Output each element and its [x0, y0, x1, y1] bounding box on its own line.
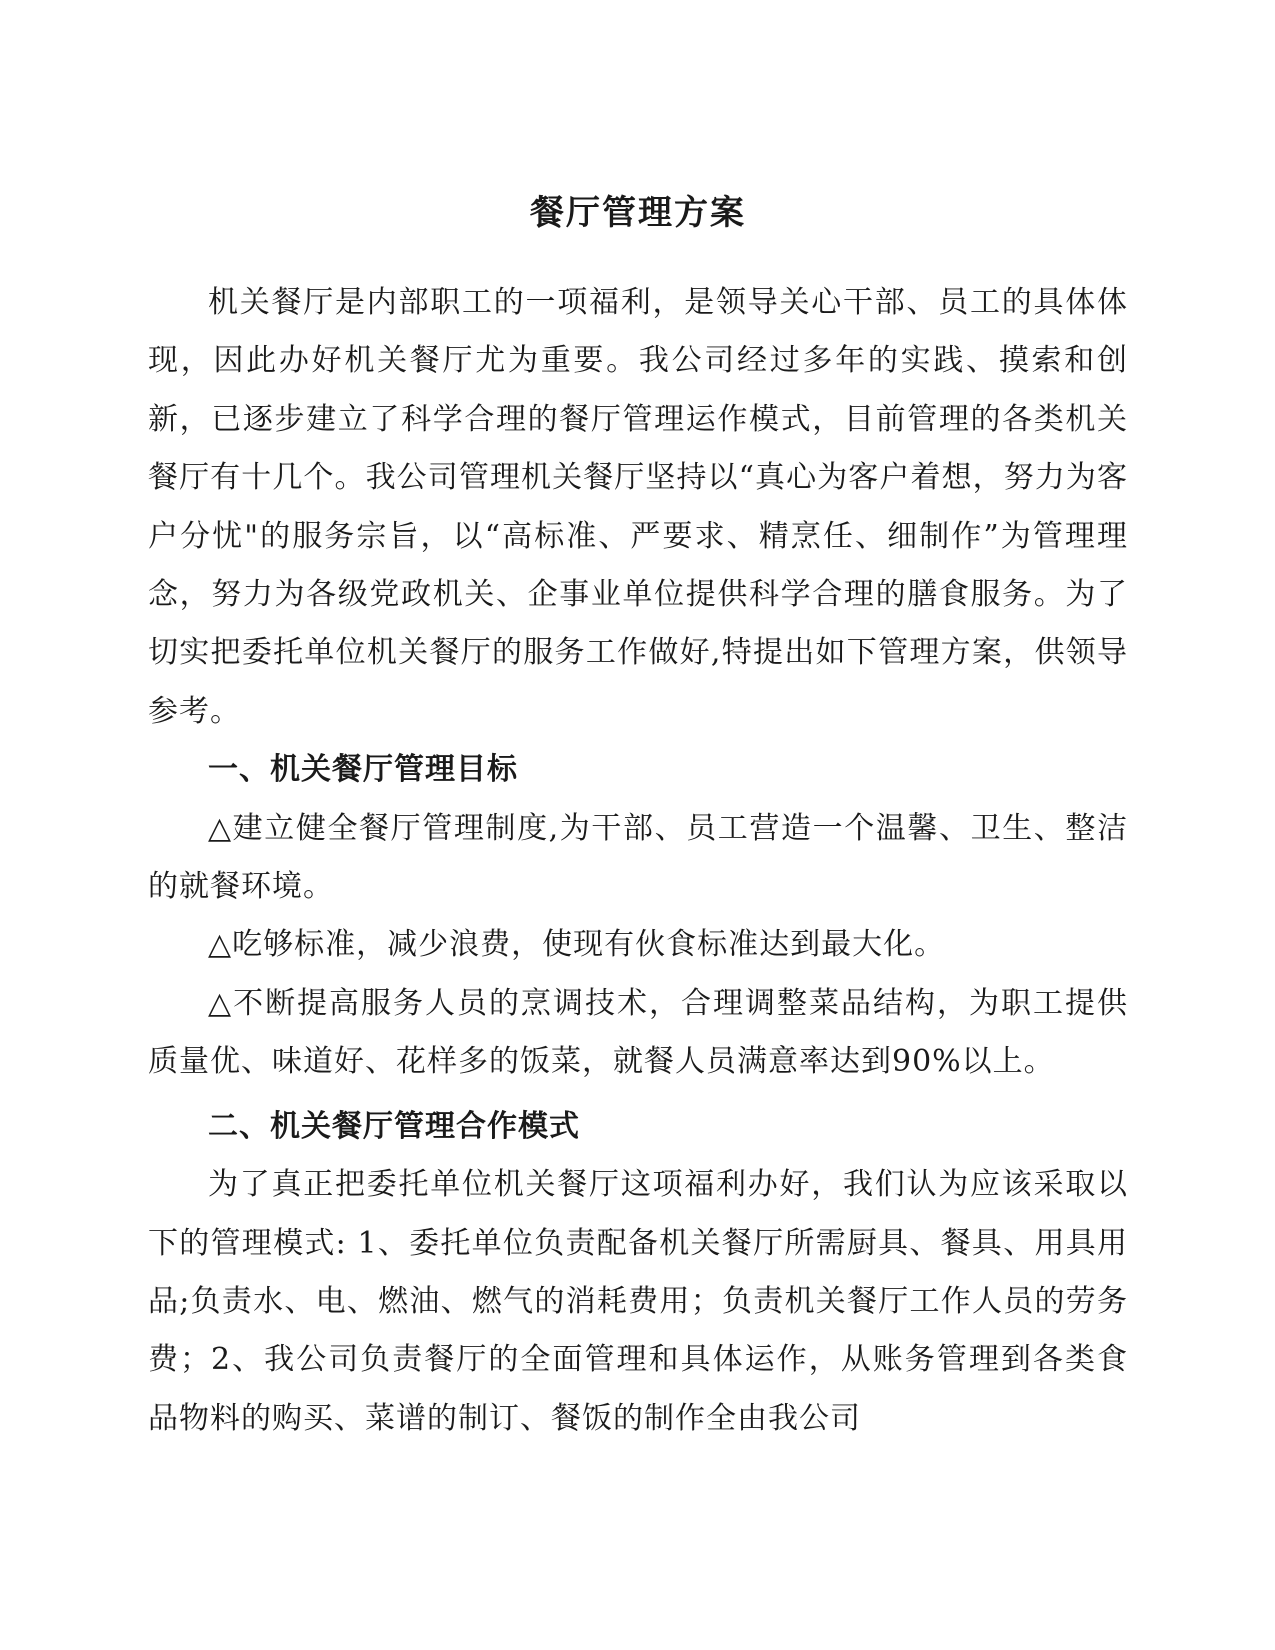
cooperation-paragraph: 为了真正把委托单位机关餐厅这项福利办好，我们认为应该采取以下的管理模式: 1、委托单位负责配备机关餐厅所需厨具、餐具、用具用品;负责水、电、燃油、燃气的消耗费用；负责机关餐厅工作人员的劳务费；2、我公司负责餐厅的全面管理和具体运作，从账务管理到各类食品物料的购买、菜谱的制订、餐饭的制作全由我公司: [148, 1167, 1128, 1436]
document-title: 餐厅管理方案: [530, 193, 746, 233]
intro-paragraph: 机关餐厅是内部职工的一项福利，是领导关心干部、员工的具体体现，因此办好机关餐厅尤为重要。我公司经过多年的实践、摸索和创新，已逐步建立了科学合理的餐厅管理运作模式，目前管理的各类机关餐厅有十几个。我公司管理机关餐厅坚持以“真心为客户着想，努力为客户分忧"的服务宗旨，以“高标准、严要求、精烹任、细制作”为管理理念，努力为各级党政机关、企事业单位提供科学合理的膳食服务。为了切实把委托单位机关餐厅的服务工作做好,特提出如下管理方案，供领导参考。: [148, 285, 1128, 729]
document-page: [148, 0, 1128, 1650]
goal-item: △不断提高服务人员的烹调技术，合理调整菜品结构，为职工提供质量优、味道好、花样多的饭菜，就餐人员满意率达到90%以上。: [148, 985, 1128, 1080]
goal-item: △吃够标准，减少浪费，使现有伙食标准达到最大化。: [208, 927, 946, 963]
document-body: [148, 274, 1128, 1448]
section-heading-goals: 一、机关餐厅管理目标: [208, 752, 518, 788]
section-heading-cooperation: 二、机关餐厅管理合作模式: [208, 1108, 580, 1144]
goal-item: △建立健全餐厅管理制度,为干部、员工营造一个温馨、卫生、整洁的就餐环境。: [148, 810, 1128, 905]
